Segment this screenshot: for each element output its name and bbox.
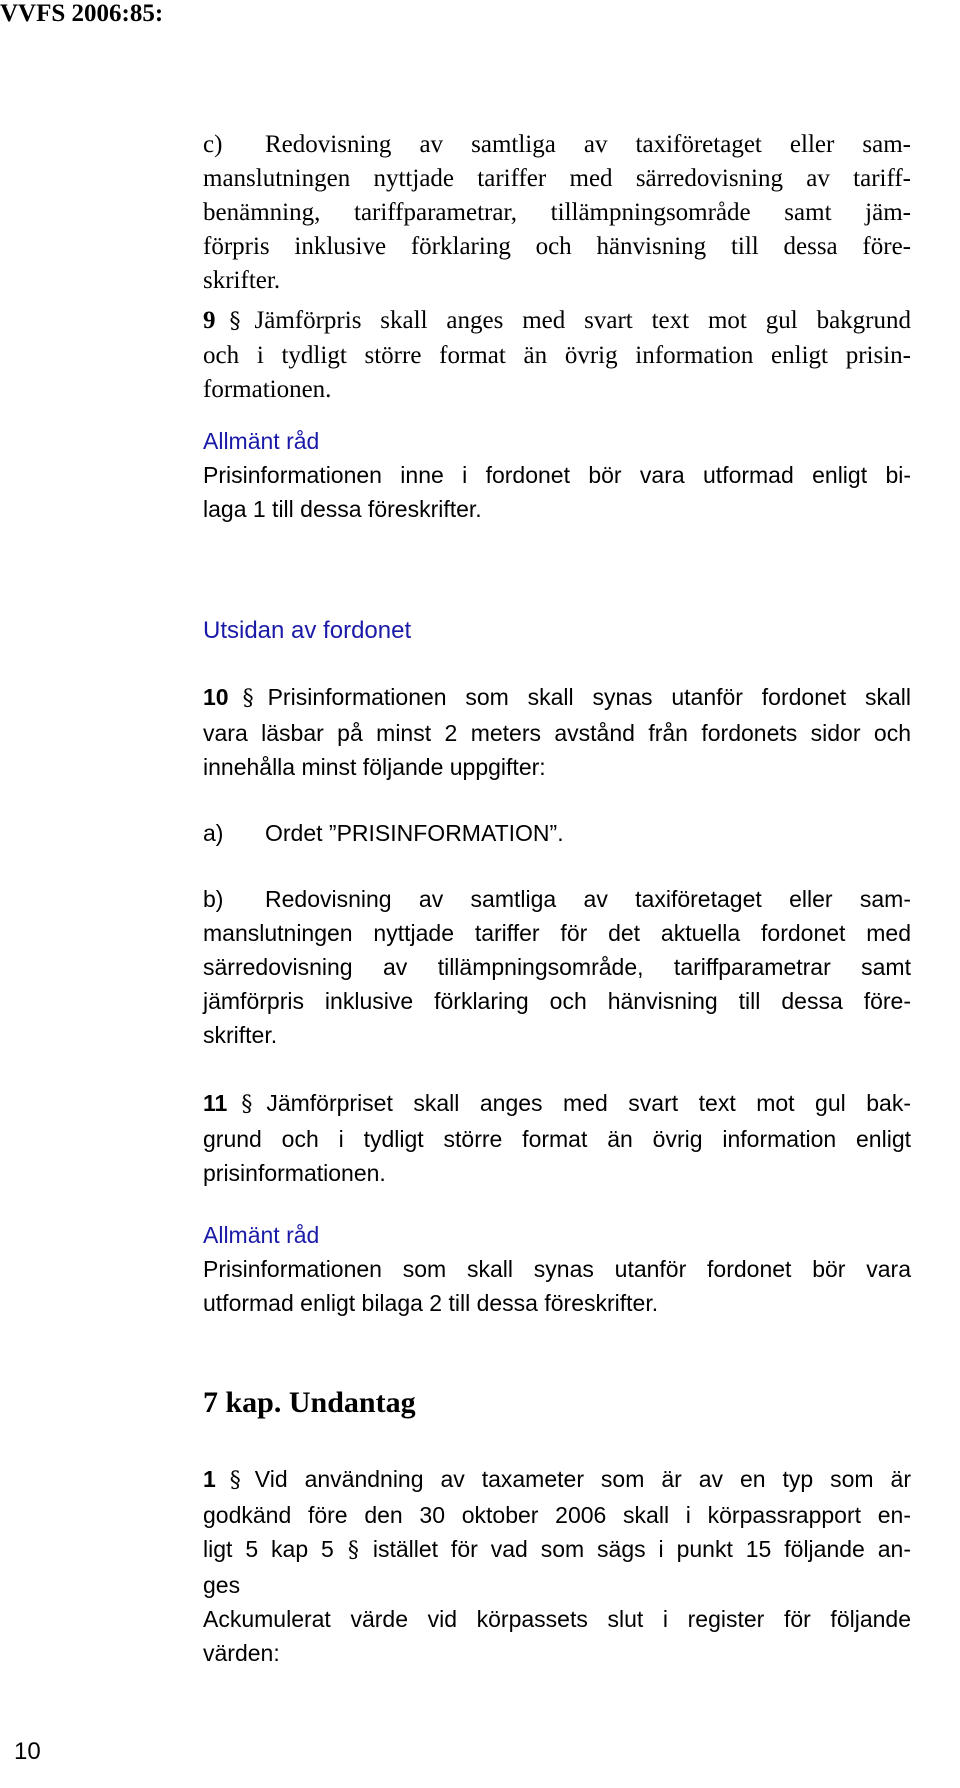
section-11-line-3: prisinformationen.	[203, 1160, 386, 1186]
section-9-line-2: och i tydligt större format än övrig information enligt prisin-	[203, 342, 911, 369]
item-c-line-3: benämning, tariffparametrar, tillämpningsområde samt jäm-	[203, 199, 911, 226]
item-c-line-2: manslutningen nyttjade tariffer med särredovisning av tariff-	[203, 165, 911, 192]
section-9	[203, 304, 911, 407]
document-header: VVFS 2006:85:	[0, 0, 164, 27]
section-sign-icon: §	[241, 1092, 253, 1117]
item-a	[203, 816, 911, 850]
c7-s1-line-5: Ackumulerat värde vid körpassets slut i register för följande	[203, 1606, 911, 1632]
section-10-line-3: innehålla minst följande uppgifter:	[203, 754, 546, 780]
general-advice-1-line-2: laga 1 till dessa föreskrifter.	[203, 496, 482, 522]
item-b-line-5: skrifter.	[203, 1022, 278, 1048]
chapter-title: Undantag	[288, 1386, 416, 1419]
section-11-number: 11	[203, 1090, 228, 1116]
section-11-line-2: grund och i tydligt större format än övrig information enligt	[203, 1126, 911, 1152]
item-b	[203, 882, 911, 1052]
c7-s1-line-2: godkänd före den 30 oktober 2006 skall i körpassrapport en-	[203, 1502, 911, 1528]
section-11-line-1: 11 § Jämförpriset skall anges med svart text mot gul bak-	[203, 1090, 911, 1117]
chapter-number: 7 kap.	[203, 1386, 282, 1419]
general-advice-2	[203, 1218, 911, 1320]
general-advice-2-line-2: utformad enligt bilaga 2 till dessa föreskrifter.	[203, 1290, 659, 1316]
c7-s1-line-1: 1 § Vid användning av taxameter som är av en typ som är	[203, 1466, 911, 1493]
item-b-line-1: b) Redovisning av samtliga av taxiföretaget eller sam-	[203, 882, 911, 916]
c7-s1-number: 1	[203, 1466, 216, 1492]
general-advice-1	[203, 424, 911, 526]
item-c-line-5: skrifter.	[203, 267, 281, 294]
section-sign-icon: §	[229, 1468, 241, 1493]
general-advice-1-line-1: Prisinformationen inne i fordonet bör vara utformad enligt bi-	[203, 462, 911, 488]
section-heading-outside: Utsidan av fordonet	[203, 617, 412, 644]
section-10-line-2: vara läsbar på minst 2 meters avstånd från fordonets sidor och	[203, 720, 911, 746]
item-c-line-1: c) Redovisning av samtliga av taxiföretaget eller sam-	[203, 128, 911, 162]
item-c-label: c)	[203, 131, 223, 158]
section-11	[203, 1086, 911, 1190]
page-number: 10	[14, 1738, 41, 1765]
chapter-heading	[203, 1386, 911, 1420]
c7-s1-line-6: värden:	[203, 1640, 280, 1666]
section-9-number: 9	[203, 307, 216, 334]
c7-s1-line-3: ligt 5 kap 5 § istället för vad som sägs i punkt 15 följande an-	[203, 1536, 911, 1563]
section-9-line-1: 9 § Jämförpris skall anges med svart text mot gul bakgrund	[203, 307, 911, 334]
section-10	[203, 680, 911, 784]
item-b-line-4: jämförpris inklusive förklaring och hänvisning till dessa före-	[203, 988, 911, 1014]
chapter-7-section-1	[203, 1462, 911, 1670]
item-b-line-2: manslutningen nyttjade tariffer för det aktuella fordonet med	[203, 920, 911, 946]
section-10-line-1: 10 § Prisinformationen som skall synas utanför fordonet skall	[203, 684, 911, 711]
item-a-text: Ordet ”PRISINFORMATION”.	[265, 820, 564, 846]
section-sign-icon: §	[242, 686, 254, 711]
section-10-number: 10	[203, 684, 229, 710]
item-b-line-3: särredovisning av tillämpningsområde, tariffparametrar samt	[203, 954, 911, 980]
general-advice-1-heading: Allmänt råd	[203, 428, 320, 454]
section-sign-icon: §	[229, 309, 241, 334]
general-advice-2-heading: Allmänt råd	[203, 1222, 320, 1248]
c7-s1-line-4: ges	[203, 1572, 241, 1598]
item-b-label: b)	[203, 886, 224, 912]
section-9-line-3: formationen.	[203, 376, 332, 403]
item-c	[203, 128, 911, 298]
item-a-label: a)	[203, 820, 224, 846]
item-c-line-4: förpris inklusive förklaring och hänvisning till dessa före-	[203, 233, 911, 260]
general-advice-2-line-1: Prisinformationen som skall synas utanför fordonet bör vara	[203, 1256, 911, 1282]
section-sign-icon: §	[347, 1538, 359, 1563]
